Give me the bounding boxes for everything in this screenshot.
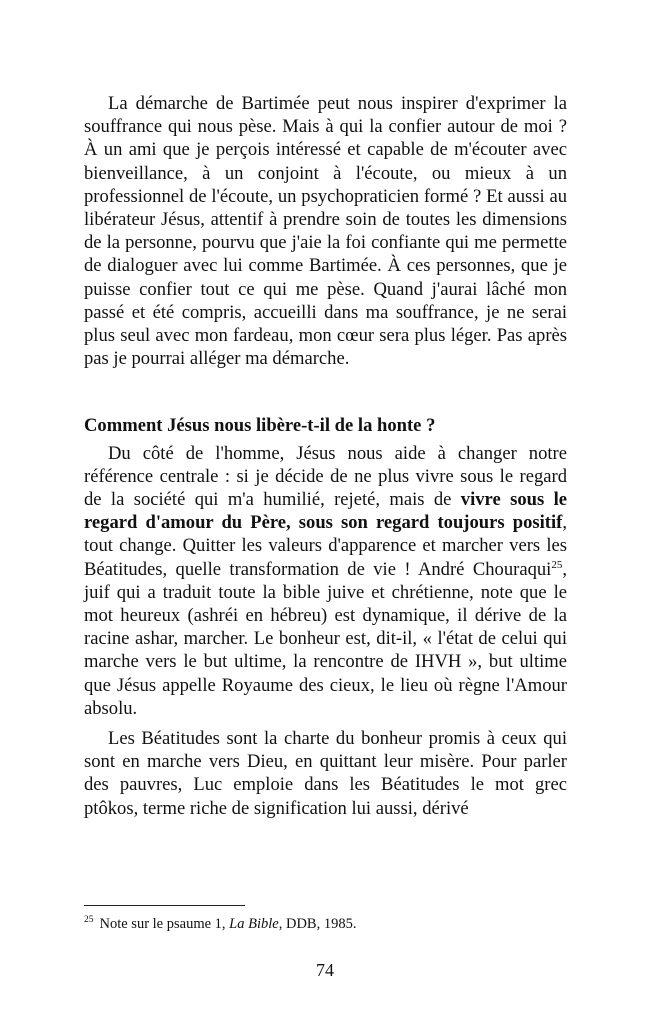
page-number: 74 — [316, 960, 334, 980]
paragraph-regard-part1: Du côté de l'homme, Jésus nous aide à changer notre référence centrale : si je décide de ne plus vivre sous le regard de la société qui m'a humilié, rejeté, mais de — [84, 442, 567, 511]
section-heading: Comment Jésus nous libère-t-il de la honte ? — [84, 415, 436, 437]
paragraph-regard-part2: , tout change. Quitter les valeurs d'apparence et marcher vers les Béatitudes, quelle transformation de vie ! André Chouraqui — [84, 512, 567, 580]
footnote-text-after: , DDB, 1985. — [278, 916, 357, 932]
footnote-number: 25 — [84, 915, 94, 925]
page-body — [84, 92, 567, 820]
paragraph-regard — [84, 442, 567, 720]
footnote — [84, 914, 567, 934]
footnote-reference[interactable]: 25 — [551, 558, 563, 571]
paragraph-regard-part3: , juif qui a traduit toute la bible juive et chrétienne, note que le mot heureux (ashréi en hébreu) est dynamique, il dérive de la racine ashar, marcher. Le bonheur est, dit-il, « l'état de celui qui marche vers le but ultime, la rencontre de IHVH », but ultime que Jésus appelle Royaume des cieux, le lieu où règne l'Amour absolu. — [84, 558, 567, 719]
footnote-italic-title: La Bible — [229, 916, 279, 932]
footnote-divider — [84, 905, 245, 906]
footnote-text-before: Note sur le psaume 1, — [99, 916, 230, 932]
paragraph-beatitudes: Les Béatitudes sont la charte du bonheur promis à ceux qui sont en marche vers Dieu, en quittant leur misère. Pour parler des pauvres, Luc emploie dans les Béatitudes le mot grec ptôkos, terme riche de signification lui aussi, dérivé — [84, 728, 567, 819]
paragraph-bartimee: La démarche de Bartimée peut nous inspirer d'exprimer la souffrance qui nous pèse. Mais à qui la confier autour de moi ? À un ami que je perçois intéressé et capable de m'écouter avec bienveillance, à un conjoint à l'écoute, ou mieux à un professionnel de l'écoute, un psychopraticien formé ? Et aussi au libérateur Jésus, attentif à prendre soin de toutes les dimensions de la personne, pourvu que j'aie la foi confiante qui me permette de dialoguer avec lui comme Bartimée. À ces personnes, que je puisse confier tout ce qui me pèse. Quand j'aurai lâché mon passé et été compris, accueilli dans ma souffrance, je ne serai plus seul avec mon fardeau, mon cœur sera plus léger. Pas après pas je pourrai alléger ma démarche. — [84, 93, 567, 370]
paragraph-regard-bold: vivre sous le regard d'amour du Père, sous son regard toujours positif — [84, 489, 567, 534]
